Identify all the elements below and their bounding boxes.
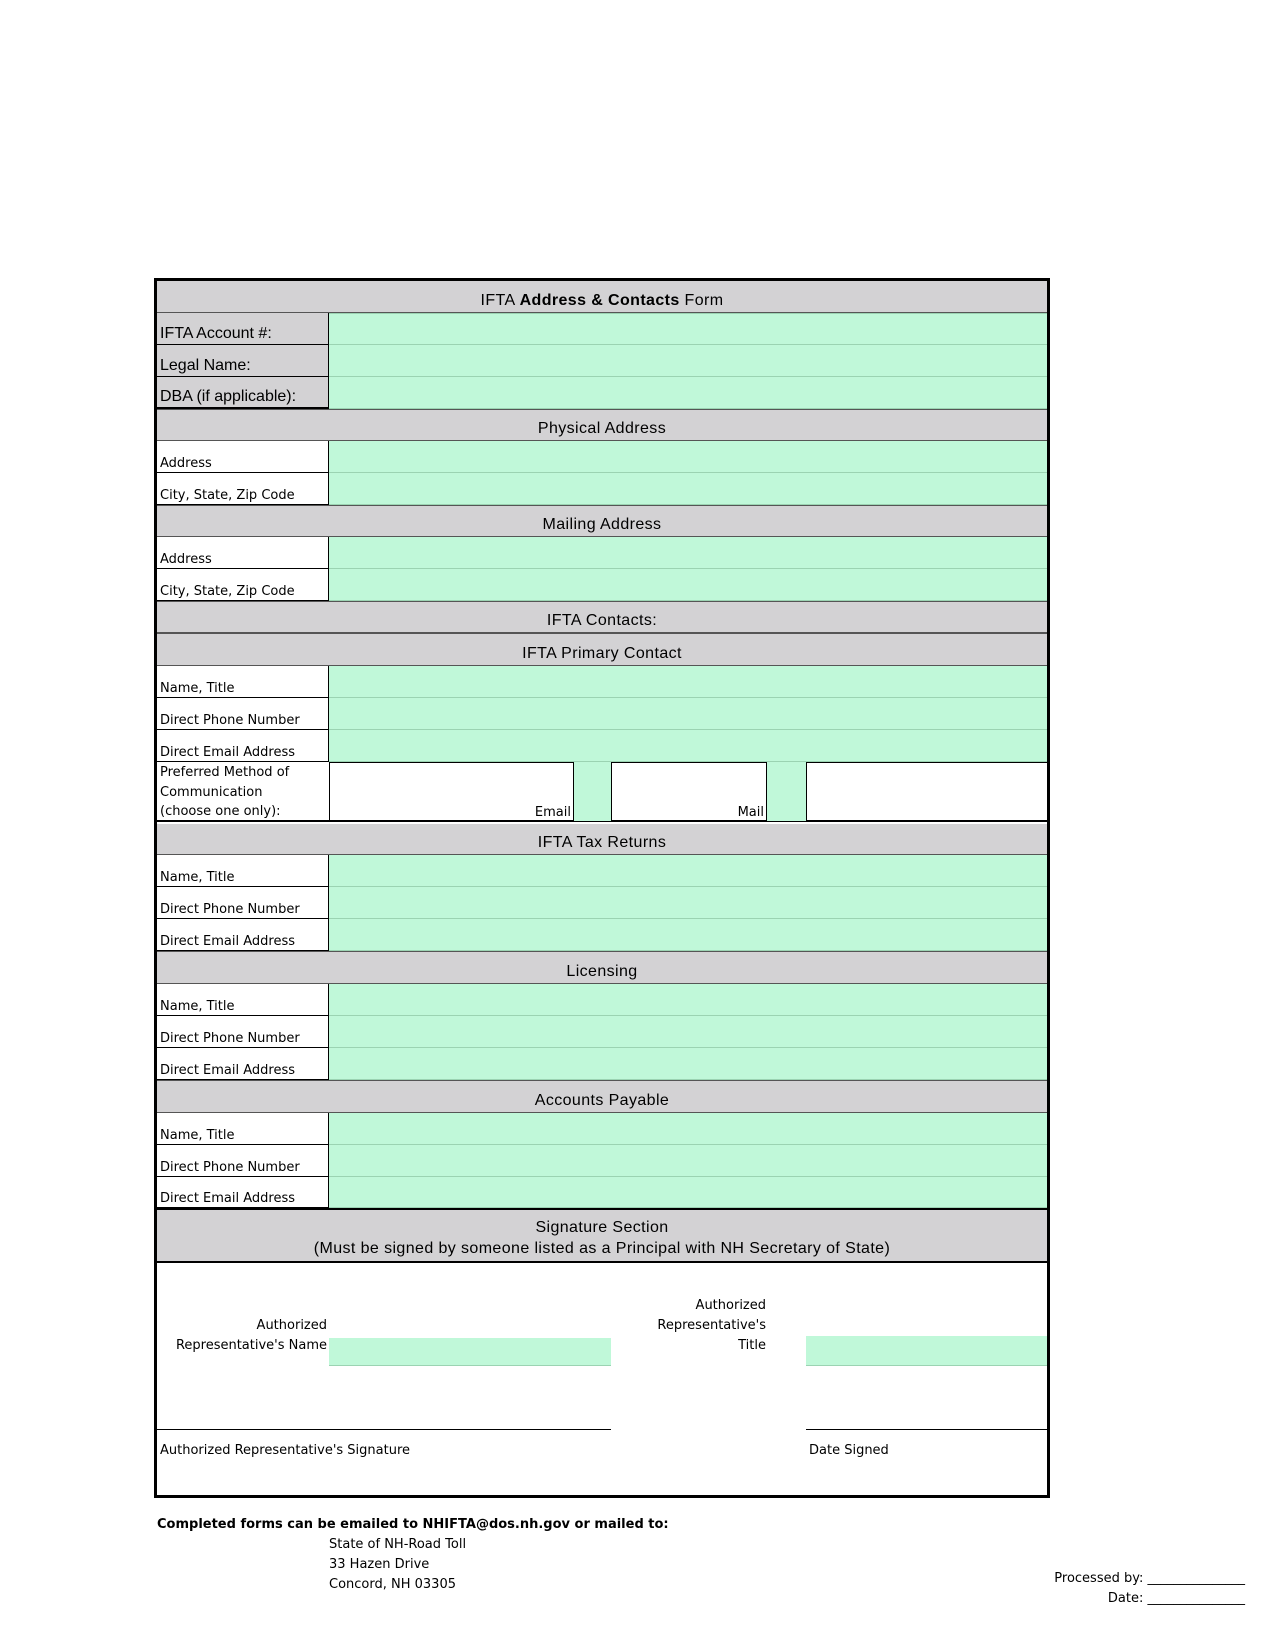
tax-phone-field[interactable] xyxy=(329,887,1047,919)
footer-address-line-1: State of NH-Road Toll xyxy=(329,1537,467,1552)
primary-email-label: Direct Email Address xyxy=(160,745,296,760)
form-title-pre: IFTA xyxy=(480,292,520,309)
physical-address-field[interactable] xyxy=(329,441,1047,473)
primary-phone-row xyxy=(157,698,1047,730)
mailing-address-label: Address xyxy=(160,552,212,567)
licensing-email-label: Direct Email Address xyxy=(160,1063,296,1078)
footer-address-line-3: Concord, NH 03305 xyxy=(329,1577,456,1592)
payable-name-row xyxy=(157,1113,1047,1145)
payable-phone-field[interactable] xyxy=(329,1145,1047,1177)
mailing-address-row xyxy=(157,537,1047,569)
physical-city-label: City, State, Zip Code xyxy=(160,488,295,503)
tax-phone-row xyxy=(157,887,1047,919)
physical-address-label: Address xyxy=(160,456,212,471)
signature-heading: Signature Section (Must be signed by someone listed as a Principal with NH Secretary of State) xyxy=(157,1208,1047,1263)
preferred-method-row xyxy=(157,762,1047,822)
form-title-post: Form xyxy=(679,292,724,309)
rep-name-label: Authorized Representative's Name xyxy=(175,1318,327,1353)
footer-address-line-2: 33 Hazen Drive xyxy=(329,1557,430,1572)
mail-option-checkbox[interactable] xyxy=(767,762,806,821)
date-signed-line[interactable] xyxy=(806,1429,1047,1430)
mailing-city-field[interactable] xyxy=(329,569,1047,601)
tax-phone-label: Direct Phone Number xyxy=(160,902,300,917)
accounts-payable-heading: Accounts Payable xyxy=(157,1080,1047,1113)
tax-name-row xyxy=(157,855,1047,887)
mailing-city-row xyxy=(157,569,1047,601)
tax-email-label: Direct Email Address xyxy=(160,934,296,949)
email-option-label: Email xyxy=(534,805,571,820)
licensing-email-row xyxy=(157,1048,1047,1080)
form-title xyxy=(157,281,1047,313)
signature-label: Authorized Representative's Signature xyxy=(160,1443,411,1458)
primary-email-field[interactable] xyxy=(329,730,1047,762)
rep-name-field[interactable] xyxy=(329,1338,611,1366)
physical-city-row xyxy=(157,473,1047,505)
date-signed-label: Date Signed xyxy=(809,1443,889,1458)
mailing-city-label: City, State, Zip Code xyxy=(160,584,295,599)
primary-phone-field[interactable] xyxy=(329,698,1047,730)
primary-name-field[interactable] xyxy=(329,666,1047,698)
account-label: IFTA Account #: xyxy=(160,325,272,342)
tax-name-field[interactable] xyxy=(329,855,1047,887)
contacts-heading: IFTA Contacts: xyxy=(157,601,1047,633)
licensing-name-label: Name, Title xyxy=(160,999,235,1014)
licensing-phone-field[interactable] xyxy=(329,1016,1047,1048)
physical-city-field[interactable] xyxy=(329,473,1047,505)
licensing-email-field[interactable] xyxy=(329,1048,1047,1080)
tax-email-row xyxy=(157,919,1047,951)
payable-phone-row xyxy=(157,1145,1047,1177)
processed-date-field: Date: _______________ xyxy=(1107,1591,1245,1606)
dba-label: DBA (if applicable): xyxy=(160,388,297,405)
licensing-phone-label: Direct Phone Number xyxy=(160,1031,300,1046)
payable-phone-label: Direct Phone Number xyxy=(160,1160,300,1175)
ifta-form xyxy=(154,278,1050,1498)
dba-field[interactable] xyxy=(329,377,1047,409)
primary-name-row xyxy=(157,666,1047,698)
signature-line[interactable] xyxy=(157,1429,611,1430)
mail-option-label: Mail xyxy=(737,805,764,820)
payable-name-field[interactable] xyxy=(329,1113,1047,1145)
licensing-phone-row xyxy=(157,1016,1047,1048)
footer-instruction: Completed forms can be emailed to NHIFTA@dos.nh.gov or mailed to: xyxy=(157,1517,669,1532)
form-title-bold: Address & Contacts xyxy=(519,292,680,309)
mailing-address-field[interactable] xyxy=(329,537,1047,569)
rep-title-label: Authorized Representative's Title xyxy=(657,1298,766,1353)
primary-email-row xyxy=(157,730,1047,762)
mail-option-box xyxy=(611,762,767,821)
account-row xyxy=(157,313,1047,345)
email-option-box xyxy=(329,762,574,821)
physical-address-row xyxy=(157,441,1047,473)
payable-name-label: Name, Title xyxy=(160,1128,235,1143)
payable-email-row xyxy=(157,1177,1047,1208)
preferred-method-label: Preferred Method of Communication (choose one only): xyxy=(160,765,290,819)
payable-email-label: Direct Email Address xyxy=(160,1191,296,1206)
account-field[interactable] xyxy=(329,313,1047,345)
email-option-checkbox[interactable] xyxy=(574,762,611,821)
tax-name-label: Name, Title xyxy=(160,870,235,885)
physical-address-heading: Physical Address xyxy=(157,409,1047,441)
licensing-heading: Licensing xyxy=(157,951,1047,984)
payable-email-field[interactable] xyxy=(329,1177,1047,1208)
licensing-name-field[interactable] xyxy=(329,984,1047,1016)
rep-title-field[interactable] xyxy=(806,1336,1047,1366)
dba-row xyxy=(157,377,1047,409)
processed-by-field: Processed by: _______________ xyxy=(1054,1571,1245,1586)
primary-name-label: Name, Title xyxy=(160,681,235,696)
primary-phone-label: Direct Phone Number xyxy=(160,713,300,728)
tax-email-field[interactable] xyxy=(329,919,1047,951)
tax-returns-heading: IFTA Tax Returns xyxy=(157,824,1047,855)
legal-name-row xyxy=(157,345,1047,377)
legal-name-label: Legal Name: xyxy=(160,357,251,374)
primary-contact-heading: IFTA Primary Contact xyxy=(157,633,1047,666)
mailing-address-heading: Mailing Address xyxy=(157,505,1047,537)
licensing-name-row xyxy=(157,984,1047,1016)
blank-option-box xyxy=(806,762,1047,821)
legal-name-field[interactable] xyxy=(329,345,1047,377)
